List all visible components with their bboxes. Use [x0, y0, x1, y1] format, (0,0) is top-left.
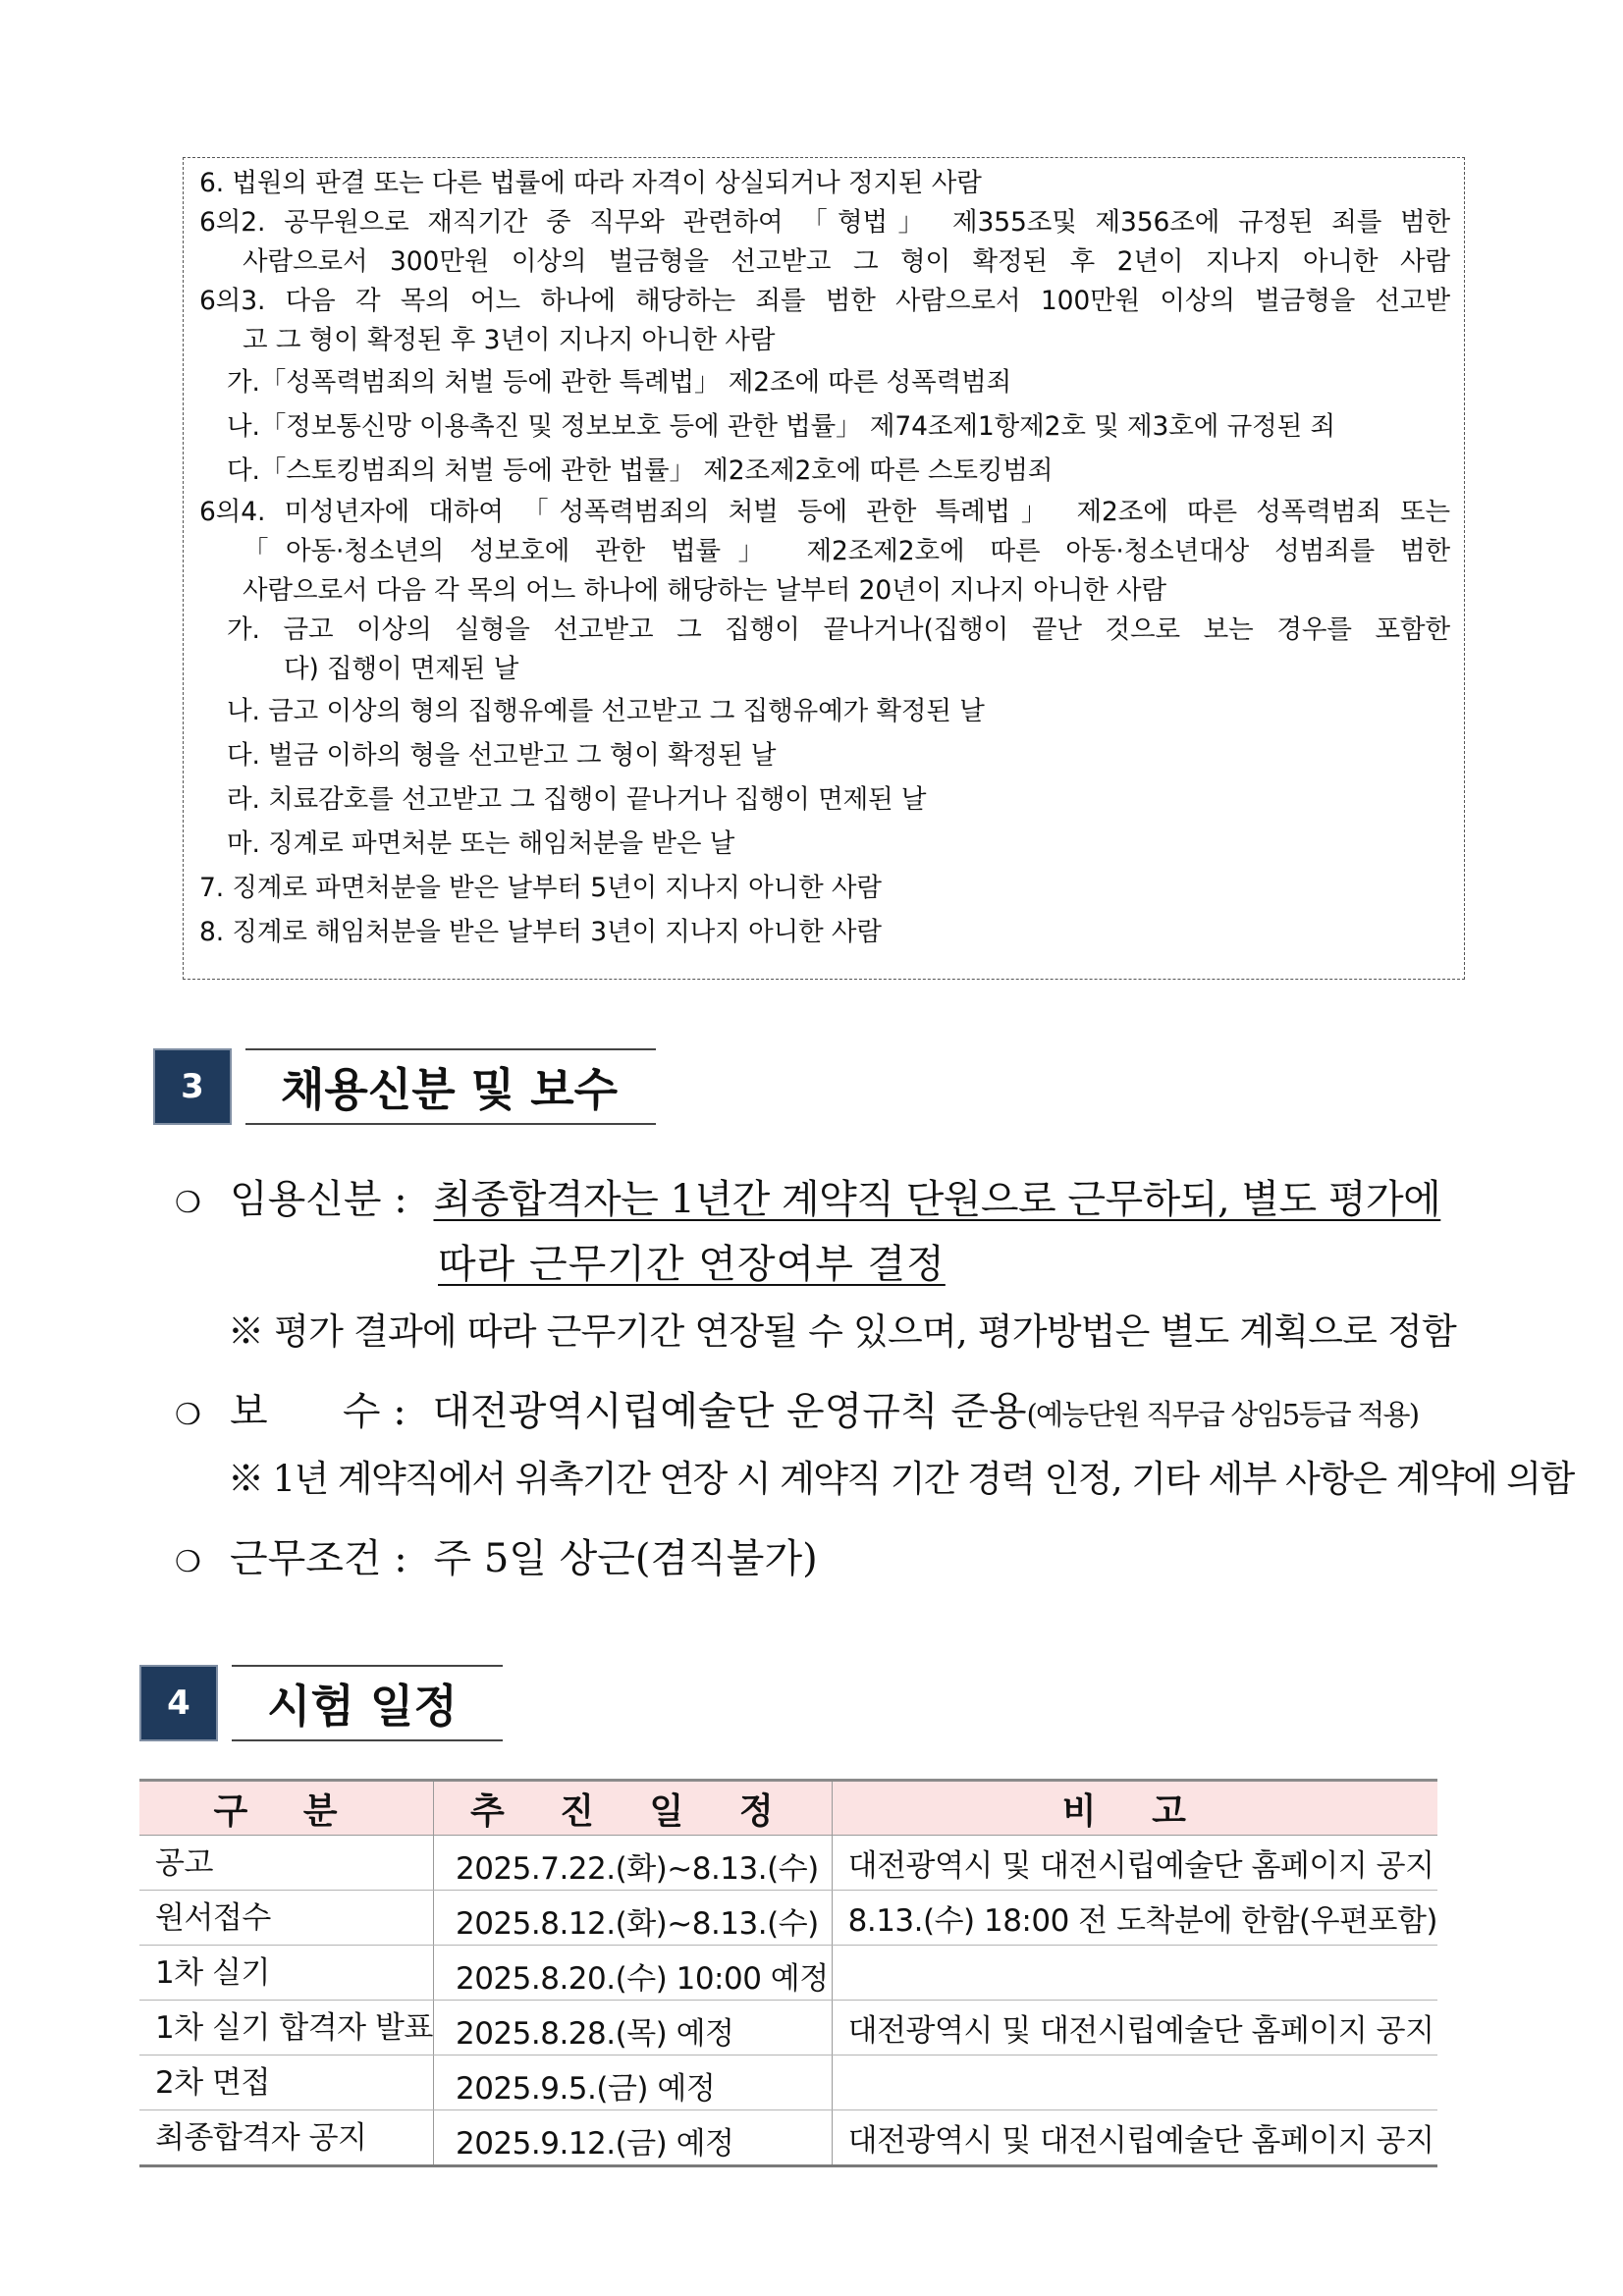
cell-schedule: 2025.7.22.(화)~8.13.(수) — [433, 1836, 832, 1891]
cell-note: 대전광역시 및 대전시립예술단 홈페이지 공지 — [832, 1836, 1437, 1891]
table-header-row — [139, 1781, 1437, 1836]
cell-schedule: 2025.8.28.(목) 예정 — [433, 2001, 832, 2056]
header-schedule: 추 진 일 정 — [433, 1781, 832, 1836]
cell-category: 원서접수 — [139, 1891, 433, 1946]
cell-category: 1차 실기 — [139, 1946, 433, 2001]
disqualification-box — [183, 157, 1465, 980]
disq-item: 사람으로서 300만원 이상의 벌금형을 선고받고 그 형이 확정된 후 2년이 지나지 아니한 사람 — [243, 246, 1450, 277]
table-row — [139, 2056, 1437, 2110]
work-item — [175, 1527, 818, 1583]
circle-bullet-icon: ❍ — [175, 1186, 201, 1220]
header-note: 비 고 — [832, 1781, 1437, 1836]
table-row — [139, 1891, 1437, 1946]
disq-item: 사람으로서 다음 각 목의 어느 하나에 해당하는 날부터 20년이 지나지 아니한 사람 — [243, 575, 1167, 606]
pay-small: (예능단원 직무급 상임5등급 적용) — [1026, 1398, 1419, 1431]
disq-item: 6의3. 다음 각 목의 어느 하나에 해당하는 죄를 범한 사람으로서 100만원 이상의 벌금형을 선고받 — [199, 286, 1450, 316]
appointment-text: 최종합격자는 1년간 계약직 단원으로 근무하되, 별도 평가에 — [433, 1177, 1441, 1222]
cell-note — [832, 2056, 1437, 2110]
appointment-text-cont: 따라 근무기간 연장여부 결정 — [438, 1242, 946, 1287]
disq-subitem: 다) 집행이 면제된 날 — [284, 654, 519, 684]
cell-category: 1차 실기 합격자 발표 — [139, 2001, 433, 2056]
pay-label: 보 수 : — [230, 1389, 406, 1434]
disq-subitem: 다.「스토킹범죄의 처벌 등에 관한 법률」 제2조제2호에 따른 스토킹범죄 — [227, 455, 1054, 486]
cell-category: 최종합격자 공지 — [139, 2110, 433, 2166]
cell-note: 대전광역시 및 대전시립예술단 홈페이지 공지 — [832, 2110, 1437, 2166]
section-title: 채용신분 및 보수 — [245, 1048, 656, 1125]
disq-subitem: 가.「성폭력범죄의 처벌 등에 관한 특례법」 제2조에 따른 성폭력범죄 — [227, 367, 1012, 398]
table-row — [139, 2001, 1437, 2056]
circle-bullet-icon: ❍ — [175, 1545, 201, 1579]
table-row — [139, 1836, 1437, 1891]
circle-bullet-icon: ❍ — [175, 1398, 201, 1432]
cell-schedule: 2025.8.20.(수) 10:00 예정 — [433, 1946, 832, 2001]
schedule-table — [139, 1779, 1437, 2167]
cell-note: 8.13.(수) 18:00 전 도착분에 한함(우편포함) — [832, 1891, 1437, 1946]
section-title: 시험 일정 — [232, 1665, 503, 1741]
appointment-note: ※ 평가 결과에 따라 근무기간 연장될 수 있으며, 평가방법은 별도 계획으로 정함 — [228, 1310, 1456, 1353]
disq-item: 「아동·청소년의 성보호에 관한 법률」 제2조제2호에 따른 아동·청소년대상 성범죄를 범한 — [243, 536, 1450, 566]
pay-item — [175, 1380, 1418, 1436]
disq-subitem: 나.「정보통신망 이용촉진 및 정보보호 등에 관한 법률」 제74조제1항제2호 및 제3호에 규정된 죄 — [227, 411, 1335, 442]
disq-item: 8. 징계로 해임처분을 받은 날부터 3년이 지나지 아니한 사람 — [199, 917, 882, 947]
disq-item: 6의2. 공무원으로 재직기간 중 직무와 관련하여 「형법」 제355조및 제356조에 규정된 죄를 범한 — [199, 207, 1450, 238]
cell-category: 공고 — [139, 1836, 433, 1891]
disq-subitem: 마. 징계로 파면처분 또는 해임처분을 받은 날 — [227, 828, 735, 859]
disq-subitem: 다. 벌금 이하의 형을 선고받고 그 형이 확정된 날 — [227, 740, 777, 771]
work-label: 근무조건 : — [230, 1536, 407, 1581]
work-text: 주 5일 상근(겸직불가) — [433, 1536, 818, 1581]
appointment-label: 임용신분 : — [230, 1177, 407, 1222]
cell-note: 대전광역시 및 대전시립예술단 홈페이지 공지 — [832, 2001, 1437, 2056]
disq-subitem: 가. 금고 이상의 실형을 선고받고 그 집행이 끝나거나(집행이 끝난 것으로 보는 경우를 포함한 — [227, 614, 1450, 645]
disq-subitem: 나. 금고 이상의 형의 집행유예를 선고받고 그 집행유예가 확정된 날 — [227, 696, 985, 726]
cell-note — [832, 1946, 1437, 2001]
disq-item: 7. 징계로 파면처분을 받은 날부터 5년이 지나지 아니한 사람 — [199, 873, 882, 903]
cell-schedule: 2025.9.5.(금) 예정 — [433, 2056, 832, 2110]
disq-item: 6의4. 미성년자에 대하여 「성폭력범죄의 처벌 등에 관한 특례법」 제2조에 따른 성폭력범죄 또는 — [199, 497, 1450, 527]
header-category: 구 분 — [139, 1781, 433, 1836]
appointment-item — [175, 1168, 1440, 1224]
cell-schedule: 2025.8.12.(화)~8.13.(수) — [433, 1891, 832, 1946]
section-number: 3 — [153, 1048, 232, 1125]
section-number: 4 — [139, 1665, 218, 1741]
pay-text: 대전광역시립예술단 운영규칙 준용 — [432, 1389, 1027, 1434]
cell-category: 2차 면접 — [139, 2056, 433, 2110]
table-row — [139, 1946, 1437, 2001]
disq-item: 6. 법원의 판결 또는 다른 법률에 따라 자격이 상실되거나 정지된 사람 — [199, 168, 982, 198]
pay-note: ※ 1년 계약직에서 위촉기간 연장 시 계약직 기간 경력 인정, 기타 세부 사항은 계약에 의함 — [228, 1458, 1574, 1500]
disq-subitem: 라. 치료감호를 선고받고 그 집행이 끝나거나 집행이 면제된 날 — [227, 784, 927, 815]
disq-item: 고 그 형이 확정된 후 3년이 지나지 아니한 사람 — [243, 325, 776, 355]
cell-schedule: 2025.9.12.(금) 예정 — [433, 2110, 832, 2166]
table-row — [139, 2110, 1437, 2166]
